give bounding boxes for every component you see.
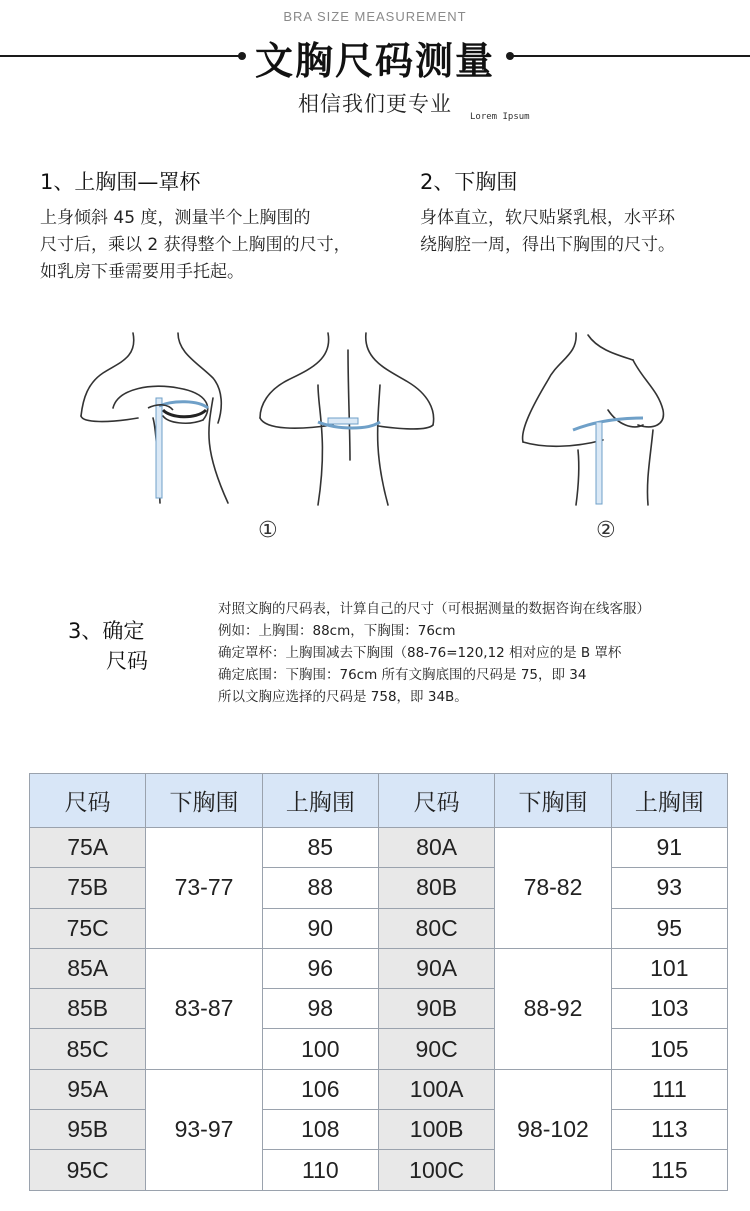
size-cell: 85B bbox=[30, 989, 146, 1029]
size-cell: 75A bbox=[30, 828, 146, 868]
step2-description bbox=[420, 205, 675, 259]
size-cell: 80C bbox=[378, 908, 494, 948]
step2-heading: 2、下胸围 bbox=[420, 170, 518, 194]
size-cell: 95B bbox=[30, 1110, 146, 1150]
bust-cell: 115 bbox=[611, 1150, 727, 1190]
table-row bbox=[30, 989, 728, 1029]
underbust-cell: 88-92 bbox=[495, 948, 611, 1069]
table-row bbox=[30, 1069, 728, 1109]
size-cell: 90C bbox=[378, 1029, 494, 1069]
column-header: 尺码 bbox=[378, 774, 494, 828]
size-cell: 90A bbox=[378, 948, 494, 988]
bust-cell: 110 bbox=[262, 1150, 378, 1190]
column-header: 下胸围 bbox=[495, 774, 611, 828]
bust-cell: 103 bbox=[611, 989, 727, 1029]
step3-line: 所以文胸应选择的尺码是 758，即 34B。 bbox=[218, 689, 468, 705]
table-header-row bbox=[30, 774, 728, 828]
step3-description bbox=[218, 598, 650, 708]
english-title: BRA SIZE MEASUREMENT bbox=[283, 9, 467, 24]
underbust-cell: 98-102 bbox=[495, 1069, 611, 1190]
step3-line: 确定罩杯：上胸围减去下胸围（88-76=120,12 相对应的是 B 罩杯 bbox=[218, 645, 622, 661]
measuring-tape-illustration-side bbox=[518, 330, 678, 510]
size-cell: 80A bbox=[378, 828, 494, 868]
bust-cell: 113 bbox=[611, 1110, 727, 1150]
column-header: 下胸围 bbox=[146, 774, 262, 828]
size-cell: 85A bbox=[30, 948, 146, 988]
size-chart-table bbox=[29, 773, 728, 1191]
size-cell: 95C bbox=[30, 1150, 146, 1190]
page-title: 文胸尺码测量 bbox=[254, 39, 495, 83]
measuring-tape-illustration-front bbox=[78, 328, 238, 508]
lorem-caption: Lorem Ipsum bbox=[470, 112, 530, 122]
step1-description bbox=[40, 205, 351, 286]
size-cell: 80B bbox=[378, 868, 494, 908]
bust-cell: 111 bbox=[611, 1069, 727, 1109]
size-cell: 85C bbox=[30, 1029, 146, 1069]
table-row bbox=[30, 1110, 728, 1150]
bust-cell: 100 bbox=[262, 1029, 378, 1069]
size-cell: 75C bbox=[30, 908, 146, 948]
column-header: 上胸围 bbox=[262, 774, 378, 828]
step1-line: 尺寸后，乘以 2 获得整个上胸围的尺寸， bbox=[40, 235, 351, 255]
step1-line: 如乳房下垂需要用手托起。 bbox=[40, 262, 244, 282]
bust-cell: 95 bbox=[611, 908, 727, 948]
table-row bbox=[30, 828, 728, 868]
bust-cell: 93 bbox=[611, 868, 727, 908]
bust-cell: 88 bbox=[262, 868, 378, 908]
size-cell: 95A bbox=[30, 1069, 146, 1109]
underbust-cell: 73-77 bbox=[146, 828, 262, 949]
figure1-label: ① bbox=[258, 518, 278, 543]
step3-heading bbox=[68, 616, 148, 676]
underbust-cell: 83-87 bbox=[146, 948, 262, 1069]
bust-cell: 105 bbox=[611, 1029, 727, 1069]
size-cell: 100A bbox=[378, 1069, 494, 1109]
step3-heading-line: 尺码 bbox=[106, 649, 148, 673]
step3-line: 对照文胸的尺码表，计算自己的尺寸（可根据测量的数据咨询在线客服） bbox=[218, 601, 650, 617]
table-row bbox=[30, 1029, 728, 1069]
step3-line: 确定底围：下胸围：76cm 所有文胸底围的尺码是 75，即 34 bbox=[218, 667, 587, 683]
bust-cell: 98 bbox=[262, 989, 378, 1029]
bust-cell: 90 bbox=[262, 908, 378, 948]
bust-cell: 85 bbox=[262, 828, 378, 868]
step1-line: 上身倾斜 45 度，测量半个上胸围的 bbox=[40, 208, 311, 228]
table-row bbox=[30, 1150, 728, 1190]
bust-cell: 108 bbox=[262, 1110, 378, 1150]
measuring-tape-illustration-back bbox=[258, 330, 438, 510]
table-row bbox=[30, 948, 728, 988]
bust-cell: 96 bbox=[262, 948, 378, 988]
bust-cell: 101 bbox=[611, 948, 727, 988]
step3-heading-line: 3、确定 bbox=[68, 619, 145, 643]
table-row bbox=[30, 868, 728, 908]
table-row bbox=[30, 908, 728, 948]
underbust-cell: 78-82 bbox=[495, 828, 611, 949]
bust-cell: 106 bbox=[262, 1069, 378, 1109]
underbust-cell: 93-97 bbox=[146, 1069, 262, 1190]
column-header: 上胸围 bbox=[611, 774, 727, 828]
step1-heading: 1、上胸围—罩杯 bbox=[40, 170, 201, 194]
step2-line: 身体直立，软尺贴紧乳根，水平环 bbox=[420, 208, 675, 228]
size-cell: 100C bbox=[378, 1150, 494, 1190]
column-header: 尺码 bbox=[30, 774, 146, 828]
step2-line: 绕胸腔一周，得出下胸围的尺寸。 bbox=[420, 235, 675, 255]
size-cell: 75B bbox=[30, 868, 146, 908]
page-subtitle: 相信我们更专业 bbox=[298, 92, 452, 116]
size-cell: 90B bbox=[378, 989, 494, 1029]
bust-cell: 91 bbox=[611, 828, 727, 868]
figure2-label: ② bbox=[596, 518, 616, 543]
step3-line: 例如：上胸围：88cm，下胸围：76cm bbox=[218, 623, 456, 639]
size-cell: 100B bbox=[378, 1110, 494, 1150]
